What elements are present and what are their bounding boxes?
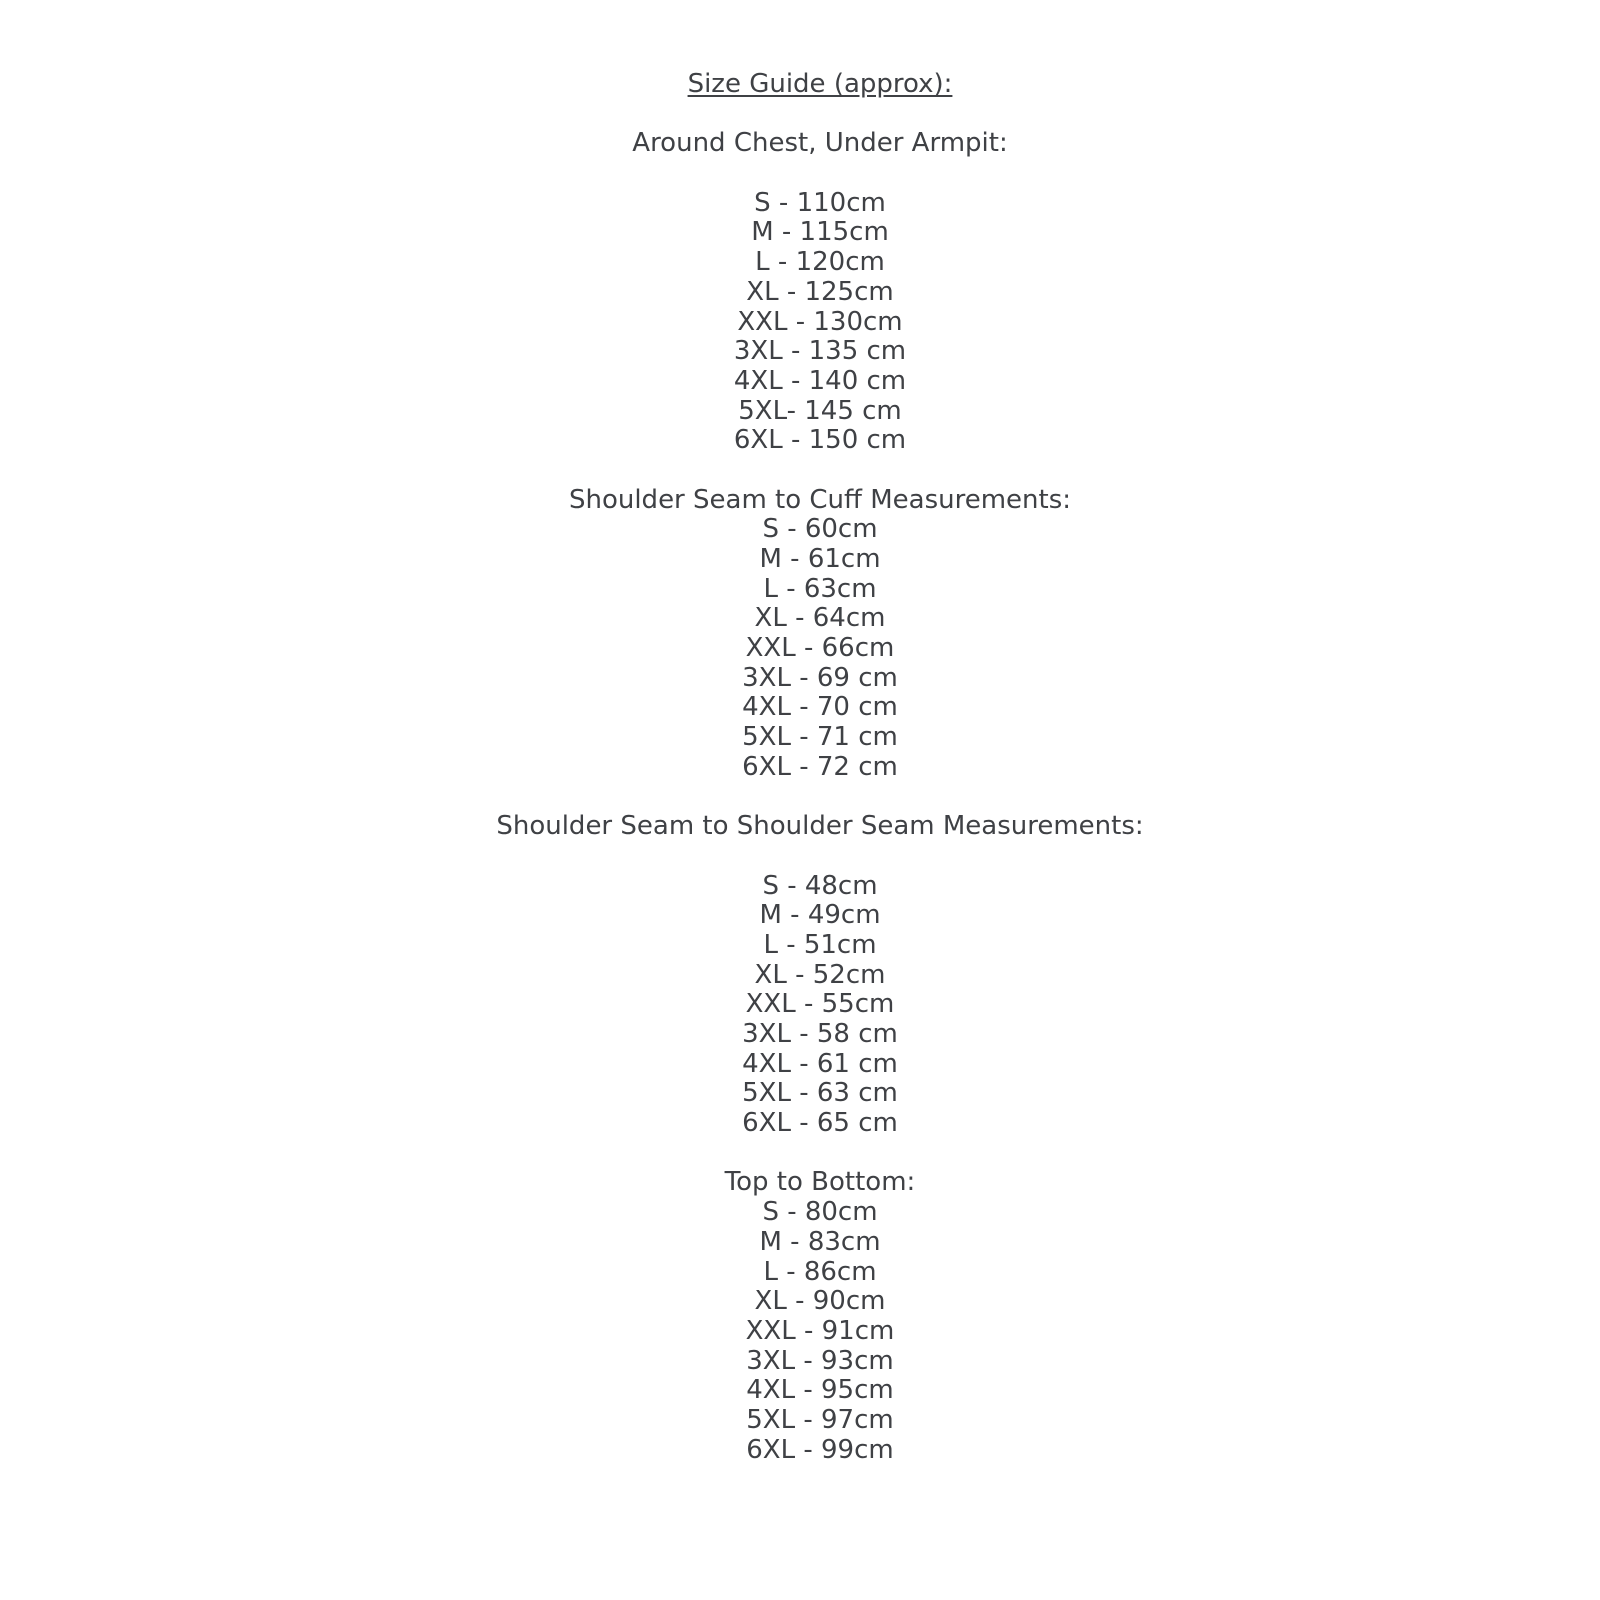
size-line: 6XL - 150 cm	[733, 425, 907, 456]
size-line: 3XL - 69 cm	[742, 662, 898, 693]
size-line: 3XL - 58 cm	[742, 1019, 898, 1049]
size-line: 3XL - 93cm	[746, 1345, 894, 1376]
section-heading-length: Top to Bottom:	[724, 1167, 916, 1198]
size-line: XXL - 66cm	[745, 633, 895, 664]
size-line: XL - 90cm	[754, 1286, 886, 1317]
section-heading-chest: Around Chest, Under Armpit:	[632, 128, 1008, 159]
size-line: 5XL - 97cm	[746, 1404, 894, 1435]
size-line: 6XL - 99cm	[746, 1434, 894, 1465]
spacer	[40, 159, 1600, 189]
size-line: M - 61cm	[759, 544, 881, 574]
size-line: 6XL - 72 cm	[742, 751, 898, 782]
size-line: 4XL - 70 cm	[742, 692, 898, 723]
spacer	[40, 842, 1600, 872]
spacer	[40, 456, 1600, 486]
size-line: S - 110cm	[754, 187, 886, 218]
size-guide-document	[40, 0, 1600, 1465]
size-line: XXL - 130cm	[737, 306, 903, 337]
size-line: M - 115cm	[751, 217, 889, 248]
spacer	[40, 100, 1600, 130]
spacer	[40, 1139, 1600, 1169]
size-line: S - 48cm	[762, 870, 878, 901]
section-heading-shoulder: Shoulder Seam to Shoulder Seam Measurements:	[496, 811, 1144, 842]
spacer	[40, 783, 1600, 813]
size-line: 4XL - 95cm	[746, 1375, 894, 1406]
size-line: XL - 52cm	[754, 959, 886, 990]
size-line: XL - 64cm	[754, 603, 886, 634]
size-line: M - 49cm	[759, 900, 881, 931]
size-line: 4XL - 140 cm	[733, 365, 907, 396]
size-line: S - 60cm	[762, 514, 878, 545]
size-line: XXL - 91cm	[745, 1315, 895, 1346]
size-line: 3XL - 135 cm	[733, 336, 907, 367]
size-line: L - 63cm	[763, 573, 877, 604]
size-line: 5XL - 71 cm	[742, 722, 898, 753]
size-line: M - 83cm	[759, 1226, 881, 1257]
size-line: S - 80cm	[762, 1197, 878, 1228]
size-line: 5XL - 63 cm	[742, 1078, 898, 1109]
size-line: 4XL - 61 cm	[742, 1048, 898, 1079]
size-line: L - 51cm	[763, 929, 877, 960]
size-line: 5XL- 145 cm	[738, 395, 902, 426]
size-line: XL - 125cm	[746, 276, 894, 307]
size-line: L - 86cm	[763, 1256, 877, 1287]
size-line: XXL - 55cm	[745, 989, 895, 1020]
section-heading-cuff: Shoulder Seam to Cuff Measurements:	[568, 484, 1072, 515]
size-line: L - 120cm	[755, 247, 885, 278]
page-title: Size Guide (approx):	[687, 69, 953, 99]
size-line: 6XL - 65 cm	[742, 1108, 898, 1139]
